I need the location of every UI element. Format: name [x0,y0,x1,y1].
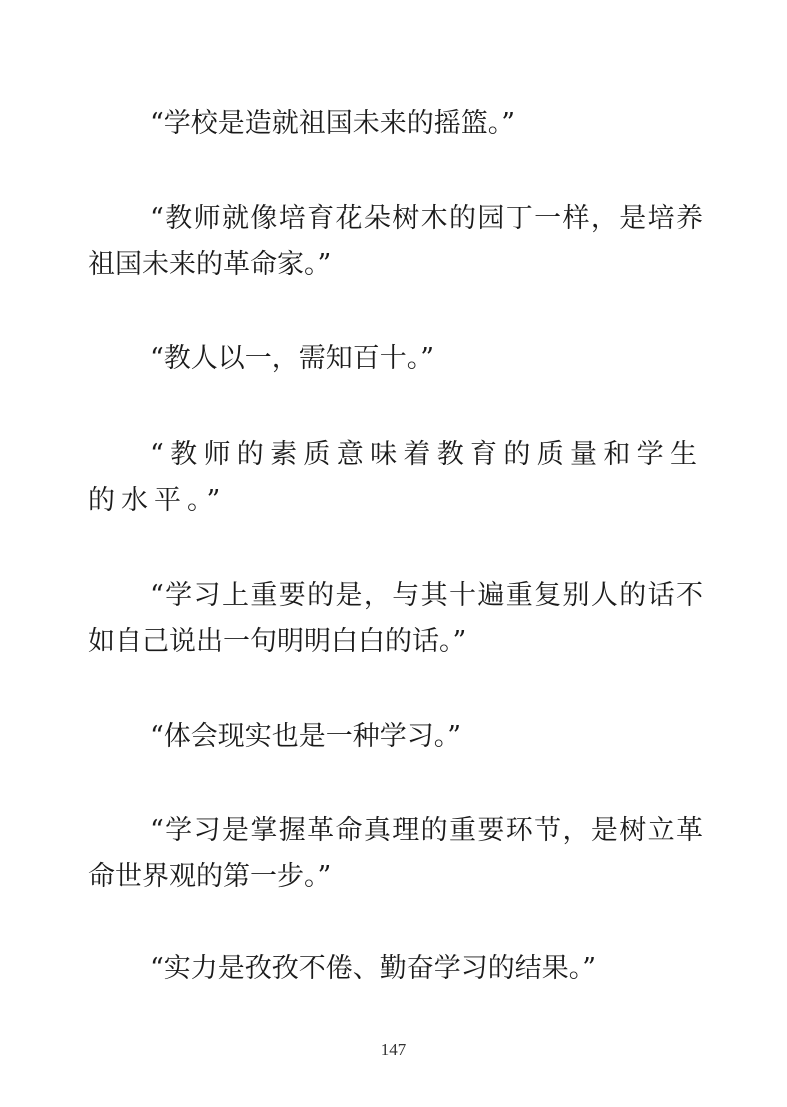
quote-7: “学习是掌握革命真理的重要环节，是树立革命世界观的第一步。” [88,815,703,892]
page-number: 147 [380,1040,407,1059]
quote-8: “实力是孜孜不倦、勤奋学习的结果。” [150,953,597,984]
quote-2: “教师就像培育花朵树木的园丁一样，是培养祖国未来的革命家。” [88,203,703,280]
quote-5: “学习上重要的是，与其十遍重复别人的话不如自己说出一句明明白白的话。” [88,580,703,657]
quote-4: “教师的素质意味着教育的质量和学生的水平。” [88,439,703,516]
quote-1: “学校是造就祖国未来的摇篮。” [150,108,516,139]
quote-6: “体会现实也是一种学习。” [150,721,462,752]
quote-3: “教人以一，需知百十。” [150,343,435,374]
